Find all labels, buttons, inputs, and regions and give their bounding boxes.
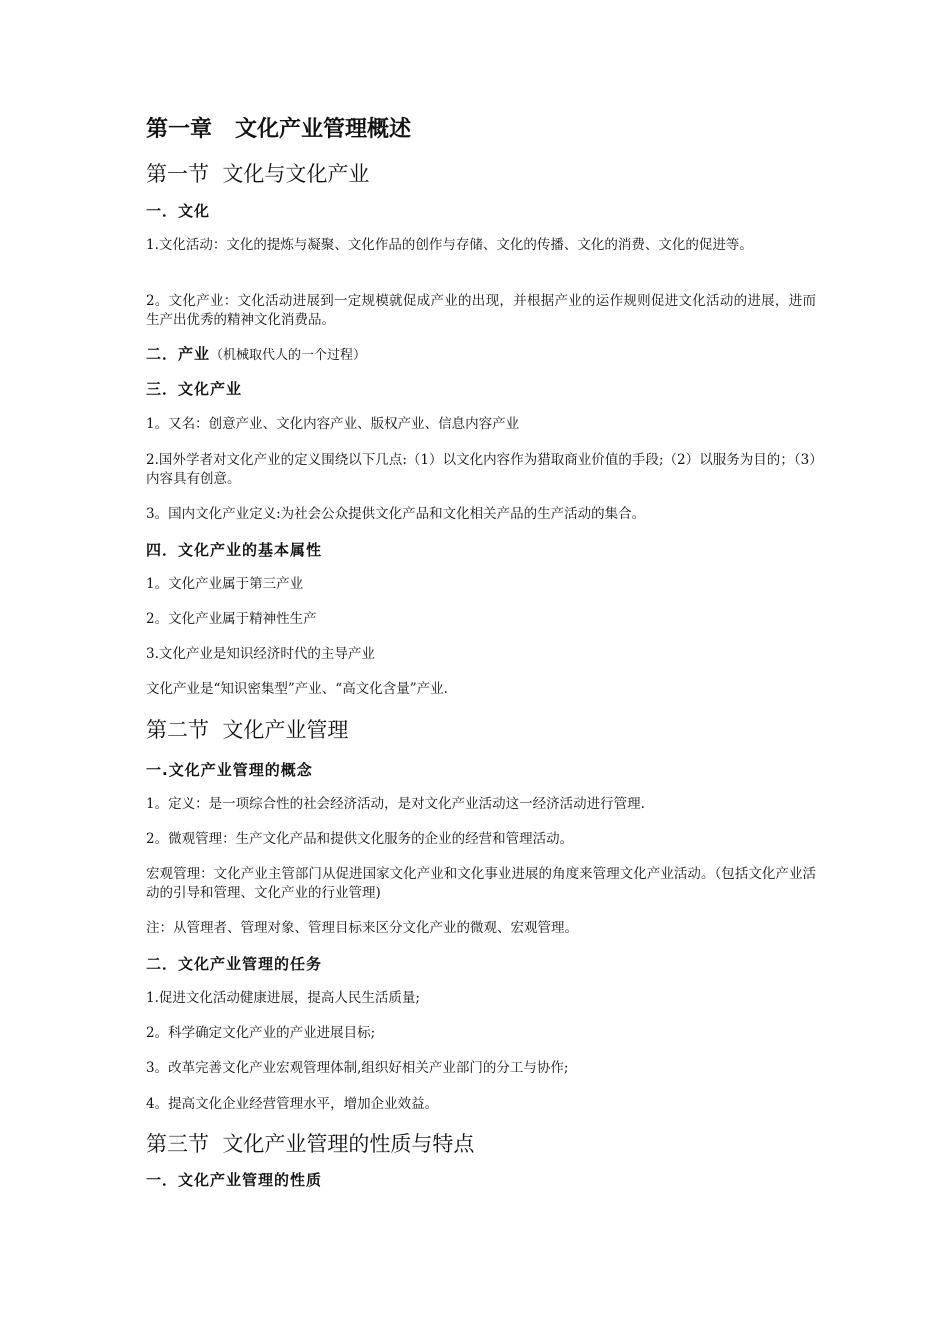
chapter-title: 第一章 文化产业管理概述 <box>146 117 411 142</box>
paragraph: 宏观管理：文化产业主管部门从促进国家文化产业和文化事业进展的角度来管理文化产业活动。（包括文化产业活动的引导和管理、文化产业的行业管理) <box>146 866 816 901</box>
subheading <box>146 343 816 367</box>
section-title: 第二节 文化产业管理 <box>146 718 349 742</box>
paragraph: 1。文化产业属于第三产业 <box>146 576 304 592</box>
paragraph: 2.国外学者对文化产业的定义围绕以下几点:（1）以文化内容作为猎取商业价值的手段;（2）以服务为目的；（3）内容具有创意。 <box>146 452 816 487</box>
paragraph: 1.促进文化活动健康进展，提高人民生活质量; <box>146 990 420 1006</box>
paragraph: 3.文化产业是知识经济时代的主导产业 <box>146 646 375 662</box>
paragraph: 3。国内文化产业定义:为社会公众提供文化产品和文化相关产品的生产活动的集合。 <box>146 506 646 522</box>
subheading-label: 二．产业 <box>146 345 211 363</box>
subheading: 二．文化产业管理的任务 <box>146 955 323 973</box>
paragraph: 4。提高文化企业经营管理水平，增加企业效益。 <box>146 1096 439 1112</box>
subheading: 三．文化产业 <box>146 380 243 398</box>
paragraph: 3。改革完善文化产业宏观管理体制,组织好相关产业部门的分工与协作; <box>146 1060 569 1076</box>
paragraph: 1.文化活动：文化的提炼与凝聚、文化作品的创作与存储、文化的传播、文化的消费、文化的促进等。 <box>146 237 753 253</box>
section-title: 第一节 文化与文化产业 <box>146 162 370 186</box>
paragraph: 2。文化产业：文化活动进展到一定规模就促成产业的出现，并根据产业的运作规则促进文化活动的进展，进而生产出优秀的精神文化消费品。 <box>146 293 816 328</box>
paragraph: 1。定义：是一项综合性的社会经济活动，是对文化产业活动这一经济活动进行管理. <box>146 796 645 812</box>
paragraph: 2。文化产业属于精神性生产 <box>146 611 317 627</box>
paragraph: 2。科学确定文化产业的产业进展目标; <box>146 1025 376 1041</box>
subheading: 一.文化产业管理的概念 <box>146 761 313 779</box>
subheading: 四．文化产业的基本属性 <box>146 541 323 559</box>
paragraph: 2。微观管理：生产文化产品和提供文化服务的企业的经营和管理活动。 <box>146 831 574 847</box>
paragraph: 文化产业是“知识密集型”产业、“高文化含量”产业. <box>146 681 448 697</box>
subheading: 一．文化 <box>146 202 211 220</box>
section-title: 第三节 文化产业管理的性质与特点 <box>146 1132 475 1156</box>
subheading-note: （机械取代人的一个过程） <box>210 348 367 363</box>
paragraph: 注：从管理者、管理对象、管理目标来区分文化产业的微观、宏观管理。 <box>146 920 578 936</box>
subheading: 一．文化产业管理的性质 <box>146 1171 323 1189</box>
paragraph: 1。又名：创意产业、文化内容产业、版权产业、信息内容产业 <box>146 416 520 432</box>
